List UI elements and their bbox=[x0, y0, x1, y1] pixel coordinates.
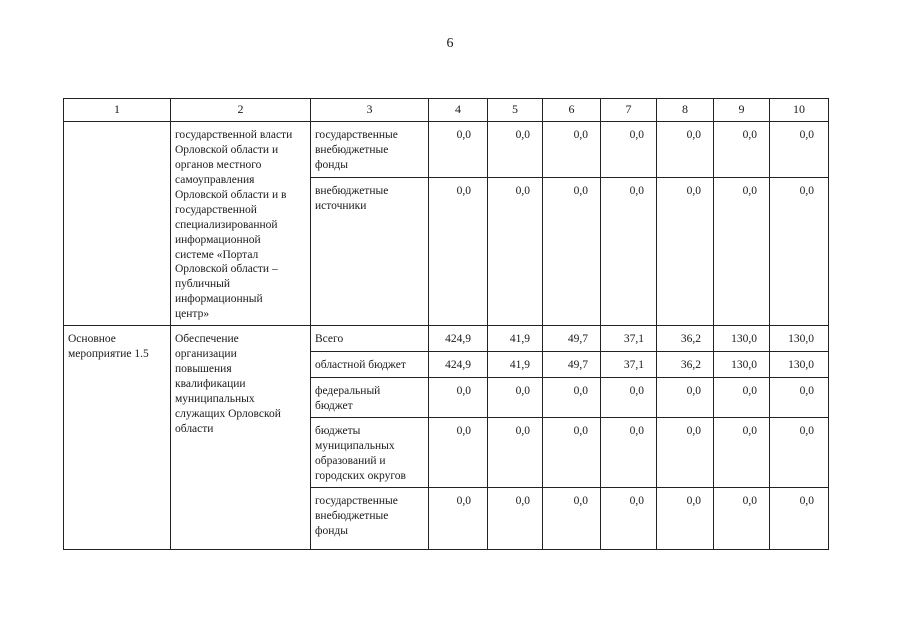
value-cell: 0,0 bbox=[429, 178, 488, 326]
table-row bbox=[64, 122, 829, 178]
value-cell: 0,0 bbox=[543, 122, 601, 178]
value-cell: 424,9 bbox=[429, 352, 488, 378]
budget-table bbox=[63, 98, 829, 550]
value-cell: 0,0 bbox=[714, 178, 770, 326]
value-cell: 0,0 bbox=[770, 418, 829, 488]
value-cell: 0,0 bbox=[601, 488, 657, 550]
value-cell: 0,0 bbox=[601, 418, 657, 488]
value-cell: 130,0 bbox=[770, 326, 829, 352]
value-cell: 0,0 bbox=[714, 122, 770, 178]
value-cell: 0,0 bbox=[429, 488, 488, 550]
value-cell: 0,0 bbox=[488, 418, 543, 488]
value-cell: 130,0 bbox=[770, 352, 829, 378]
value-cell: 0,0 bbox=[770, 488, 829, 550]
value-cell: 37,1 bbox=[601, 352, 657, 378]
funding-source-cell: бюджеты муниципальных образований и городских округов bbox=[311, 418, 429, 488]
value-cell: 0,0 bbox=[657, 122, 714, 178]
event-name-cell bbox=[64, 122, 171, 326]
value-cell: 0,0 bbox=[657, 418, 714, 488]
value-cell: 0,0 bbox=[770, 378, 829, 418]
value-cell: 36,2 bbox=[657, 352, 714, 378]
column-header-2: 2 bbox=[171, 99, 311, 122]
value-cell: 0,0 bbox=[770, 122, 829, 178]
value-cell: 0,0 bbox=[714, 488, 770, 550]
funding-source-cell: Всего bbox=[311, 326, 429, 352]
event-name-cell: Основное мероприятие 1.5 bbox=[64, 326, 171, 550]
column-header-10: 10 bbox=[770, 99, 829, 122]
value-cell: 37,1 bbox=[601, 326, 657, 352]
value-cell: 36,2 bbox=[657, 326, 714, 352]
funding-source-cell: областной бюджет bbox=[311, 352, 429, 378]
event-description-cell: государственной власти Орловской области и органов местного самоуправления Орловской области и в государственной специализированной информационной системе «Портал Орловской области – публичный информационный центр» bbox=[171, 122, 311, 326]
event-description-cell: Обеспечение организации повышения квалификации муниципальных служащих Орловской области bbox=[171, 326, 311, 550]
value-cell: 0,0 bbox=[770, 178, 829, 326]
value-cell: 0,0 bbox=[657, 378, 714, 418]
value-cell: 0,0 bbox=[429, 122, 488, 178]
value-cell: 0,0 bbox=[601, 122, 657, 178]
funding-source-cell: федеральный бюджет bbox=[311, 378, 429, 418]
value-cell: 41,9 bbox=[488, 352, 543, 378]
funding-source-cell: государственные внебюджетные фонды bbox=[311, 122, 429, 178]
value-cell: 0,0 bbox=[714, 378, 770, 418]
value-cell: 0,0 bbox=[543, 378, 601, 418]
column-header-3: 3 bbox=[311, 99, 429, 122]
funding-source-cell: внебюджетные источники bbox=[311, 178, 429, 326]
value-cell: 130,0 bbox=[714, 326, 770, 352]
column-header-5: 5 bbox=[488, 99, 543, 122]
value-cell: 130,0 bbox=[714, 352, 770, 378]
value-cell: 0,0 bbox=[657, 178, 714, 326]
value-cell: 0,0 bbox=[488, 122, 543, 178]
value-cell: 0,0 bbox=[657, 488, 714, 550]
value-cell: 0,0 bbox=[429, 418, 488, 488]
page-number: 6 bbox=[446, 36, 454, 51]
value-cell: 0,0 bbox=[488, 488, 543, 550]
value-cell: 0,0 bbox=[714, 418, 770, 488]
value-cell: 0,0 bbox=[543, 418, 601, 488]
value-cell: 0,0 bbox=[429, 378, 488, 418]
table-row bbox=[64, 326, 829, 352]
header-row bbox=[64, 99, 829, 122]
column-header-6: 6 bbox=[543, 99, 601, 122]
value-cell: 0,0 bbox=[601, 178, 657, 326]
value-cell: 424,9 bbox=[429, 326, 488, 352]
column-header-9: 9 bbox=[714, 99, 770, 122]
value-cell: 0,0 bbox=[601, 378, 657, 418]
value-cell: 49,7 bbox=[543, 352, 601, 378]
value-cell: 41,9 bbox=[488, 326, 543, 352]
column-header-8: 8 bbox=[657, 99, 714, 122]
value-cell: 0,0 bbox=[543, 488, 601, 550]
column-header-4: 4 bbox=[429, 99, 488, 122]
column-header-1: 1 bbox=[64, 99, 171, 122]
column-header-7: 7 bbox=[601, 99, 657, 122]
funding-source-cell: государственные внебюджетные фонды bbox=[311, 488, 429, 550]
value-cell: 0,0 bbox=[543, 178, 601, 326]
value-cell: 0,0 bbox=[488, 378, 543, 418]
value-cell: 0,0 bbox=[488, 178, 543, 326]
value-cell: 49,7 bbox=[543, 326, 601, 352]
